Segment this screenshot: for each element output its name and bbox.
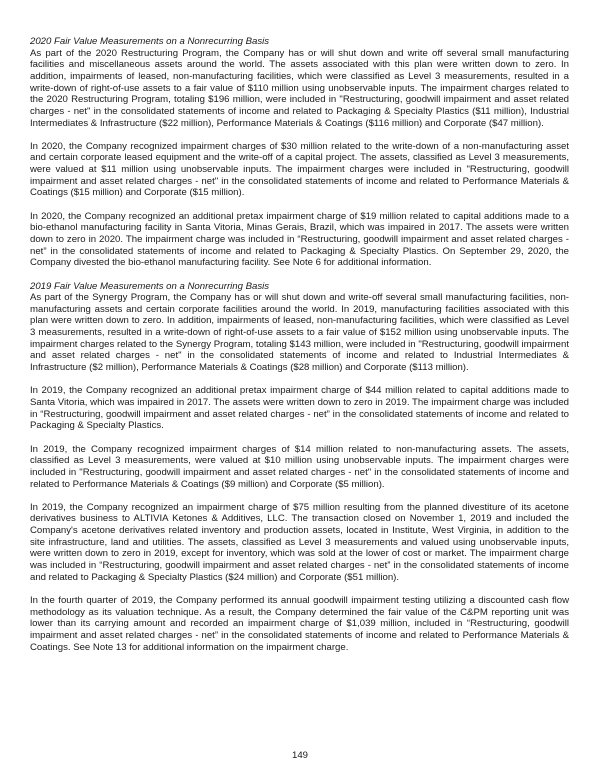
paragraph-2020-restructuring: As part of the 2020 Restructuring Program, the Company has or will shut down and write off several small manufacturing facilities and miscellaneous assets around the world. The assets associated with this plan were written down to zero. In addition, impairments of leased, non-manufacturing facilities, which were classified as Level 3 measurements, resulted in a write-down of right-of-use assets to a fair value of $110 million using unobservable inputs. The impairment charges related to the 2020 Restructuring Program, totaling $196 million, were included in "Restructuring, goodwill impairment and asset related charges - net" in the consolidated statements of income and related to Packaging & Specialty Plastics ($11 million), Industrial Intermediates & Infrastructure ($22 million), Performance Materials & Coatings ($116 million) and Corporate ($47 million). — [30, 47, 569, 129]
paragraph-spacer — [30, 490, 569, 502]
paragraph-2019-goodwill: In the fourth quarter of 2019, the Company performed its annual goodwill impairment testing utilizing a discounted cash flow methodology as its valuation technique. As a result, the Company determined the fair value of the C&PM reporting unit was lower than its carrying amount and recorded an impairment charge of $1,039 million, included in “Restructuring, goodwill impairment and asset related charges - net” in the consolidated statements of income and related to Performance Materials & Coatings. See Note 13 for additional information on the impairment charge. — [30, 594, 569, 653]
paragraph-spacer — [30, 199, 569, 211]
paragraph-2019-non-manufacturing: In 2019, the Company recognized impairment charges of $14 million related to non-manufacturing assets. The assets, classified as Level 3 measurements, were valued at $10 million using unobservable inputs. The impairment charges were included in "Restructuring, goodwill impairment and asset related charges - net" in the consolidated statements of income and related to Performance Materials & Coatings ($9 million) and Corporate ($5 million). — [30, 443, 569, 490]
section-spacer — [30, 269, 569, 281]
section-2019-fair-value — [30, 281, 569, 654]
section-2020-fair-value — [30, 36, 569, 269]
page-number: 149 — [291, 750, 308, 761]
paragraph-spacer — [30, 374, 569, 386]
paragraph-spacer — [30, 129, 569, 141]
document-body — [30, 36, 569, 653]
section-heading-2020: 2020 Fair Value Measurements on a Nonrecurring Basis — [30, 36, 270, 47]
paragraph-2019-acetone: In 2019, the Company recognized an impairment charge of $75 million resulting from the planned divestiture of its acetone derivatives business to ALTIVIA Ketones & Additives, LLC. The transaction closed on November 1, 2019 and included the Company's acetone derivatives related inventory and production assets, located in Institute, West Virginia, in addition to the site infrastructure, land and utilities. The assets, classified as Level 3 measurements and valued using unobservable inputs, were written down to zero in 2019, except for inventory, which was sold at the lower of cost or market. The impairment charge was included in “Restructuring, goodwill impairment and asset related charges - net” in the consolidated statements of income and related to Packaging & Specialty Plastics ($24 million) and Corporate ($51 million). — [30, 501, 569, 583]
paragraph-2019-santa-vitoria: In 2019, the Company recognized an additional pretax impairment charge of $44 million related to capital additions made to Santa Vitoria, which was impaired in 2017. The assets were written down to zero in 2019. The impairment charge was included in “Restructuring, goodwill impairment and asset related charges - net” in the consolidated statements of income and related to Packaging & Specialty Plastics. — [30, 385, 569, 432]
paragraph-2020-impairment-30m: In 2020, the Company recognized impairment charges of $30 million related to the write-down of a non-manufacturing asset and certain corporate leased equipment and the write-off of a capital project. The assets, classified as Level 3 measurements, were valued at $11 million using unobservable inputs. The impairment charges were included in "Restructuring, goodwill impairment and asset related charges - net" in the consolidated statements of income and related to Performance Materials & Coatings ($15 million) and Corporate ($15 million). — [30, 140, 569, 199]
paragraph-spacer — [30, 583, 569, 595]
paragraph-2019-synergy: As part of the Synergy Program, the Company has or will shut down and write-off several small manufacturing facilities, non-manufacturing assets and certain corporate facilities around the world. In 2019, manufacturing facilities associated with this plan were written down to zero. In addition, impairments of leased, non-manufacturing facilities, which were classified as Level 3 measurements, resulted in a write-down of right-of-use assets to a fair value of $152 million using unobservable inputs. The impairment charges related to the Synergy Program, totaling $143 million, were included in "Restructuring, goodwill impairment and asset related charges - net" in the consolidated statements of income and related to Industrial Intermediates & Infrastructure ($2 million), Performance Materials & Coatings ($28 million) and Corporate ($113 million). — [30, 292, 569, 374]
section-heading-2019: 2019 Fair Value Measurements on a Nonrecurring Basis — [30, 280, 270, 292]
paragraph-spacer — [30, 432, 569, 444]
paragraph-2020-bio-ethanol: In 2020, the Company recognized an additional pretax impairment charge of $19 million related to capital additions made to a bio-ethanol manufacturing facility in Santa Vitoria, Minas Gerais, Brazil, which was impaired in 2017. The assets were written down to zero in 2020. The impairment charge was included in “Restructuring, goodwill impairment and asset related charges - net” in the consolidated statements of income and related to Packaging & Specialty Plastics. On September 29, 2020, the Company divested the bio-ethanol manufacturing facility. See Note 6 for additional information. — [30, 210, 569, 269]
